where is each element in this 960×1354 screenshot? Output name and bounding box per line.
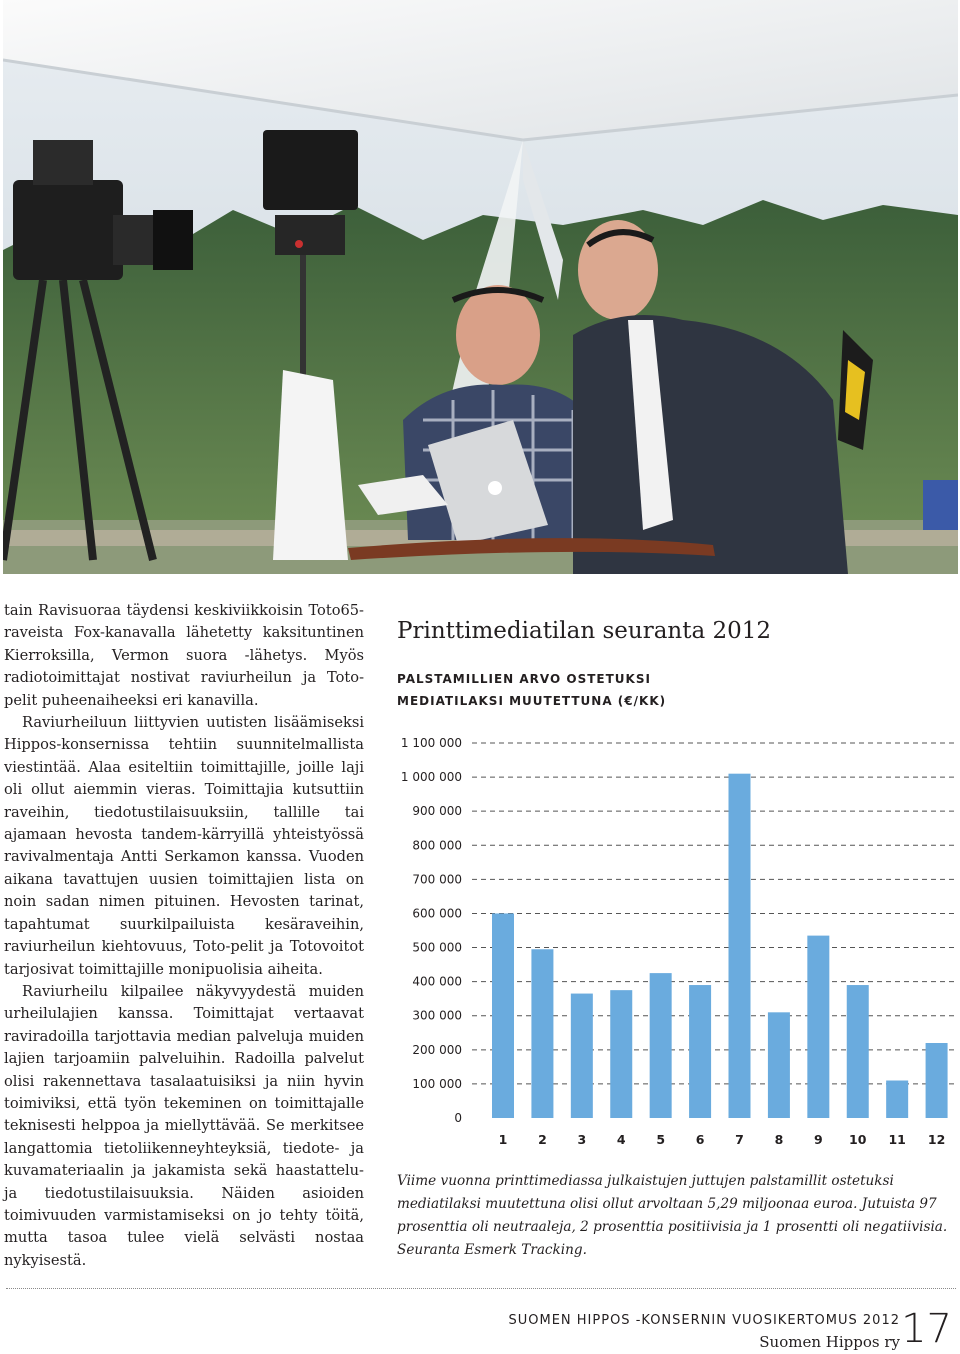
x-tick-label: 10 — [849, 1132, 867, 1147]
body-paragraph: Raviurheiluun liittyvien uutisten lisäämiseksi Hippos-konsernissa tehtiin suunnitelmallista viestintää. Alaa esiteltiin toimittajille, joille laji oli ollut aiemmin vieras. Toimittajia kutsuttiin raveihin, tiedotustilaisuuksiin, tallille tai ajamaan hevosta tandem-kärryillä yhteistyössä ravivalmentaja Antti Serkamon kanssa. Vuoden aikana tavattujen uusien toimittajien lista on noin sadan nimen pituinen. Hevosten tarinat, tapahtumat suurkilpailuista kesäraveihin, raviurheilun kiehtovuus, Toto-pelit ja Totovoitot tarjosivat toimittajille monipuolisia aiheita. — [4, 714, 364, 978]
article-body — [4, 600, 364, 1272]
bar — [571, 994, 593, 1118]
y-tick-label: 400 000 — [412, 974, 462, 989]
y-tick-label: 1 100 000 — [400, 736, 462, 750]
x-tick-label: 6 — [695, 1132, 705, 1147]
x-tick-label: 8 — [774, 1132, 784, 1147]
y-tick-label: 600 000 — [412, 906, 462, 921]
header-photo — [3, 0, 958, 574]
footer-organization: Suomen Hippos ry — [759, 1333, 900, 1351]
bar — [807, 936, 829, 1118]
body-paragraph: Raviurheilu kilpailee näkyvyydestä muiden urheilulajien kanssa. Toimittajat vertaavat raviradoilla tarjottavia median palveluja muiden lajien tarjoamiin palveluihin. Radoilla palvelut olisi rakennettava tasalaatuisiksi ja niin hyvin toimiviksi, että työn tekeminen on toimittajalle teknisesti helppoa ja miellyttävää. Se merkitsee langattomia tietoliikenneyhteyksiä, tiedote- ja kuvamateriaalin ja jakamista sekä haastattelu- ja tiedotustilaisuuksia. Näiden asioiden toimivuuden varmistamiseksi on jo tehty töitä, mutta tasoa tulee vielä selvästi nostaa nykyisestä. — [4, 982, 364, 1269]
x-tick-label: 12 — [927, 1132, 946, 1147]
y-tick-label: 800 000 — [412, 838, 462, 853]
y-tick-label: 200 000 — [412, 1042, 462, 1057]
footer-report-title: SUOMEN HIPPOS -KONSERNIN VUOSIKERTOMUS 2012 — [508, 1313, 900, 1328]
x-tick-label: 9 — [813, 1132, 823, 1147]
x-tick-label: 2 — [538, 1132, 547, 1147]
x-tick-label: 5 — [656, 1132, 666, 1147]
bar — [689, 985, 711, 1118]
bar-chart — [380, 728, 955, 1153]
bar — [531, 949, 553, 1118]
chart-subtitle-line: PALSTAMILLIEN ARVO OSTETUKSI — [397, 672, 651, 686]
chart-caption: Viime vuonna printtimediassa julkaistujen juttujen palstamillit ostetuksi mediatilaksi muutettuna olisi ollut arvoltaan 5,29 miljoonaa euroa. Jutuista 97 prosenttia oli neutraaleja, 2 prosenttia positiivisia ja 1 prosentti oli negatiivisia. Seuranta Esmerk Tracking. — [397, 1173, 948, 1258]
y-tick-label: 100 000 — [412, 1076, 462, 1091]
bar — [886, 1081, 908, 1119]
commentators-photo — [3, 0, 958, 574]
y-tick-label: 1 000 000 — [400, 770, 462, 785]
y-tick-label: 900 000 — [412, 804, 462, 819]
bar — [492, 913, 514, 1118]
bar — [926, 1043, 948, 1118]
x-tick-label: 3 — [577, 1132, 587, 1147]
x-tick-label: 4 — [616, 1132, 626, 1147]
x-tick-label: 11 — [888, 1132, 906, 1147]
page-number: 17 — [901, 1306, 952, 1352]
x-tick-label: 1 — [498, 1132, 508, 1147]
chart-subtitle — [397, 668, 666, 712]
y-tick-label: 300 000 — [412, 1008, 462, 1023]
bar — [847, 985, 869, 1118]
bar — [768, 1012, 790, 1118]
bar — [729, 774, 751, 1118]
bar — [650, 973, 672, 1118]
y-tick-label: 700 000 — [412, 872, 462, 887]
bar — [610, 990, 632, 1118]
footer-divider — [6, 1288, 956, 1289]
chart-title: Printtimediatilan seuranta 2012 — [397, 618, 772, 644]
y-tick-label: 0 — [454, 1111, 462, 1125]
y-tick-label: 500 000 — [412, 940, 462, 955]
body-paragraph: tain Ravisuoraa täydensi keskiviikkoisin Toto65-raveista Fox-kanavalla lähetetty kaksituntinen Kierroksilla, Vermon suora -lähetys. Myös radiotoimittajat nostivat raviurheilun ja Toto-pelit puheenaiheeksi eri kanavilla. — [4, 602, 364, 709]
x-tick-label: 7 — [735, 1132, 744, 1147]
chart-subtitle-line: MEDIATILAKSI MUUTETTUNA (€/KK) — [397, 694, 667, 708]
